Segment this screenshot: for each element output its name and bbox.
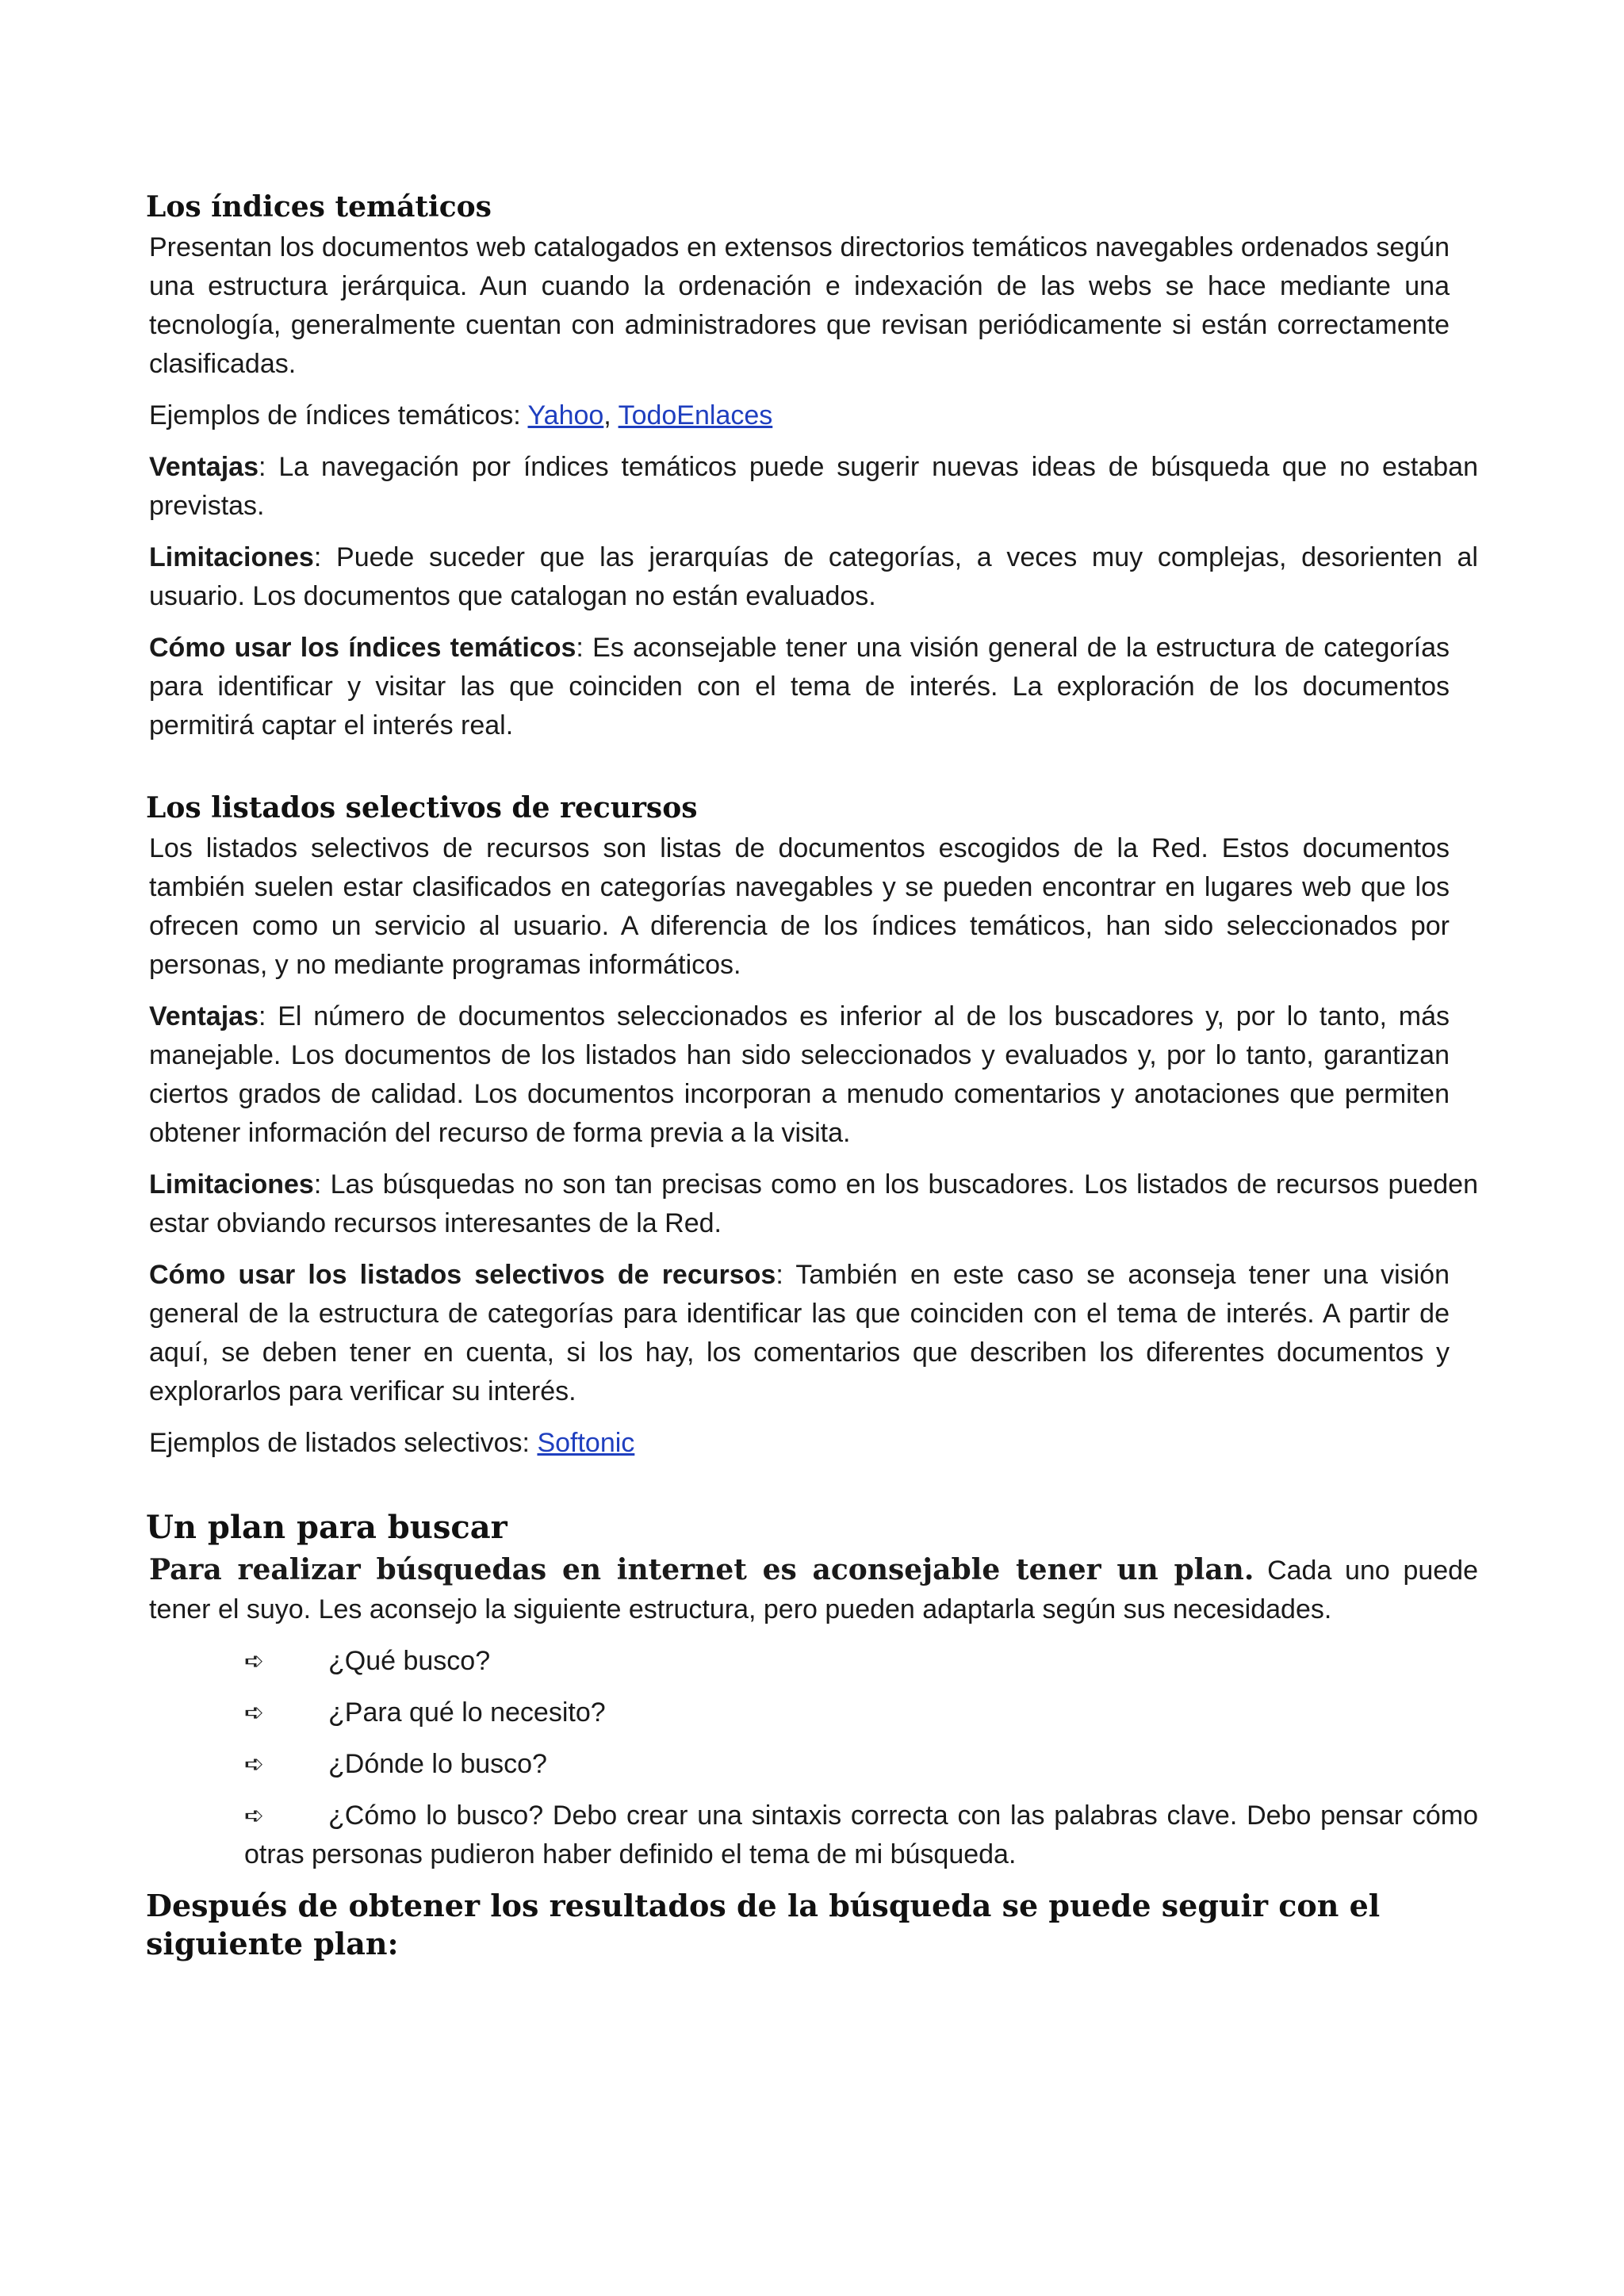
paragraph: Presentan los documentos web catalogados en extensos directorios temáticos navegables ordenados según una estructura jerárquica. Aun cuando la ordenación e indexación de las webs se hace mediante una tecnología, generalmente cuentan con administradores que revisan periódicamente si están correctamente clasificadas. [149, 232, 1450, 379]
plan-lead-rest: Cada uno puede tener el suyo. Les aconsejo la siguiente estructura, pero pueden adaptarla según sus necesidades. [149, 1556, 1478, 1624]
arrow-icon: ➪ [244, 1802, 265, 1830]
list-item-text: ¿Dónde lo busco? [328, 1749, 547, 1779]
arrow-icon: ➪ [244, 1751, 265, 1778]
how-to-label: Cómo usar los índices temáticos [149, 633, 576, 663]
section-title: Un plan para buscar [146, 1509, 508, 1546]
examples-paragraph [149, 1424, 1478, 1463]
link-softonic[interactable]: Softonic [537, 1428, 635, 1458]
list-item [146, 1745, 1478, 1784]
section-indices-tematicos [146, 190, 1478, 745]
paragraph: Los listados selectivos de recursos son listas de documentos escogidos de la Red. Estos documentos también suelen estar clasificados en categorías navegables y se pueden encontrar en lugares web que los ofrecen como un servicio al usuario. A diferencia de los índices temáticos, han sido seleccionados por personas, y no mediante programas informáticos. [149, 833, 1450, 980]
section-title: Los listados selectivos de recursos [146, 791, 698, 825]
advantages-label: Ventajas [149, 452, 259, 482]
list-item [146, 1693, 1478, 1732]
separator: , [603, 400, 619, 430]
limitations-paragraph [149, 1165, 1478, 1243]
arrow-icon: ➪ [244, 1647, 265, 1675]
document-content [146, 190, 1478, 1963]
list-item-text: ¿Para qué lo necesito? [328, 1697, 606, 1728]
examples-label: Ejemplos de listados selectivos: [149, 1428, 538, 1458]
plan-lead: Para realizar búsquedas en internet es aconsejable tener un plan. [149, 1553, 1254, 1586]
list-item-text: ¿Cómo lo busco? Debo crear una sintaxis correcta con las palabras clave. Debo pensar cómo otras personas pudieron haber definido el tema de mi búsqueda. [244, 1800, 1478, 1869]
examples-label: Ejemplos de índices temáticos: [149, 400, 528, 430]
list-item-text: ¿Qué busco? [328, 1646, 491, 1676]
link-todoenlaces[interactable]: TodoEnlaces [618, 400, 773, 430]
limitations-text: : Puede suceder que las jerarquías de categorías, a veces muy complejas, desorienten al usuario. Los documentos que catalogan no están evaluados. [149, 542, 1478, 611]
advantages-label: Ventajas [149, 1001, 259, 1031]
how-to-label: Cómo usar los listados selectivos de recursos [149, 1260, 776, 1290]
section-listados-selectivos [146, 791, 1478, 1463]
limitations-text: : Las búsquedas no son tan precisas como en los buscadores. Los listados de recursos pueden estar obviando recursos interesantes de la Red. [149, 1169, 1478, 1238]
examples-paragraph [149, 396, 1478, 435]
limitations-label: Limitaciones [149, 1169, 314, 1200]
link-yahoo[interactable]: Yahoo [527, 400, 604, 430]
plan-intro [149, 1551, 1478, 1629]
advantages-text: : El número de documentos seleccionados es inferior al de los buscadores y, por lo tanto, más manejable. Los documentos de los listados han sido seleccionados y evaluados y, por lo tanto, garantizan ciertos grados de calidad. Los documentos incorporan a menudo comentarios y anotaciones que permiten obtener información del recurso de forma previa a la visita. [149, 1001, 1450, 1148]
advantages-paragraph [149, 448, 1478, 526]
how-to-paragraph [149, 1256, 1450, 1411]
advantages-text: : La navegación por índices temáticos puede sugerir nuevas ideas de búsqueda que no estaban previstas. [149, 452, 1478, 521]
limitations-label: Limitaciones [149, 542, 314, 572]
how-to-text: : También en este caso se aconseja tener una visión general de la estructura de categorías para identificar las que coinciden con el tema de interés. A partir de aquí, se deben tener en cuenta, si los hay, los comentarios que describen los diferentes documentos y explorarlos para verificar su interés. [149, 1260, 1450, 1406]
after-results-heading: Después de obtener los resultados de la búsqueda se puede seguir con el siguiente plan: [146, 1888, 1381, 1961]
how-to-text: : Es aconsejable tener una visión general de la estructura de categorías para identificar y visitar las que coinciden con el tema de interés. La exploración de los documentos permitirá captar el interés real. [149, 633, 1450, 740]
arrow-icon: ➪ [244, 1699, 265, 1727]
plan-list [146, 1642, 1478, 1874]
list-item [146, 1797, 1478, 1874]
advantages-paragraph [149, 997, 1450, 1153]
section-title: Los índices temáticos [146, 190, 492, 224]
how-to-paragraph [149, 629, 1450, 745]
list-item [146, 1642, 1478, 1681]
limitations-paragraph [149, 538, 1478, 616]
section-plan-buscar [146, 1509, 1478, 1963]
